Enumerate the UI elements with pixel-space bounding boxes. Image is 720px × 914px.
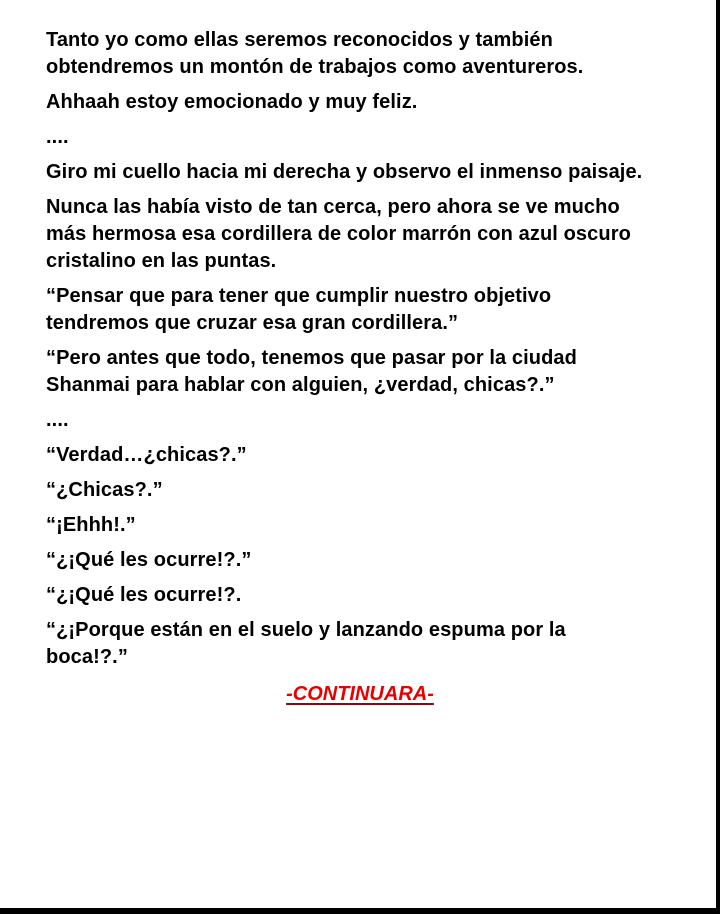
paragraph: “¿¡Porque están en el suelo y lanzando espuma por la boca!?.” [46,619,566,668]
paragraph: Nunca las había visto de tan cerca, pero ahora se ve mucho más hermosa esa cordillera de color marrón con azul oscuro cristalino en las puntas. [46,196,631,272]
paragraph: Tanto yo como ellas seremos reconocidos y también obtendremos un montón de trabajos como aventureros. [46,29,584,78]
paragraph: “Pensar que para tener que cumplir nuestro objetivo tendremos que cruzar esa gran cordillera.” [46,285,552,334]
paragraph: .... [46,409,69,431]
continuara-footer: -CONTINUARA- [286,683,434,705]
paragraph: “Pero antes que todo, tenemos que pasar por la ciudad Shanmai para hablar con alguien, ¿verdad, chicas?.” [46,347,577,396]
paragraph: “Verdad…¿chicas?.” [46,444,247,466]
paragraph: “¡Ehhh!.” [46,514,136,536]
document-body [46,27,701,679]
paragraph: “¿Chicas?.” [46,479,163,501]
paragraph: Ahhaah estoy emocionado y muy feliz. [46,91,418,113]
paragraph: “¿¡Qué les ocurre!?.” [46,549,252,571]
paragraph: “¿¡Qué les ocurre!?. [46,584,242,606]
paragraph: .... [46,126,69,148]
paragraph: Giro mi cuello hacia mi derecha y observo el inmenso paisaje. [46,161,643,183]
